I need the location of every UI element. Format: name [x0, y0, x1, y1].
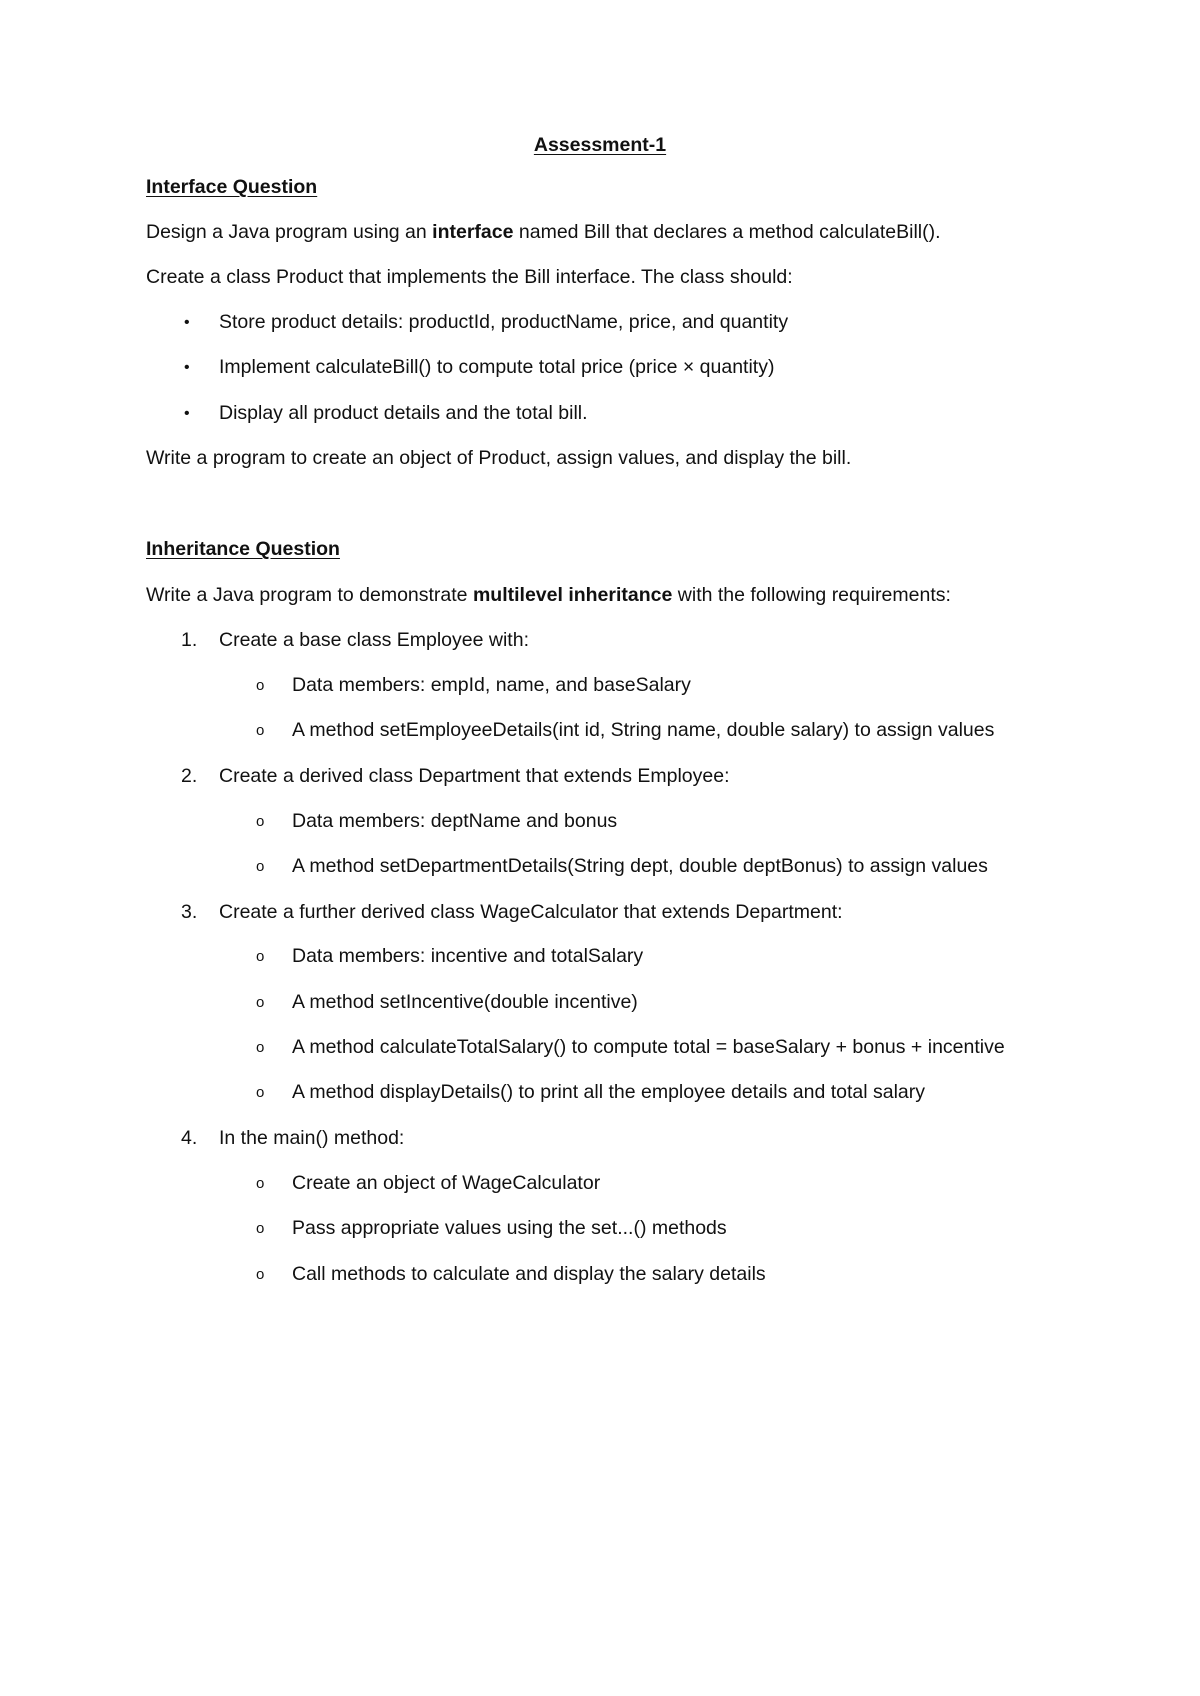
page-title: Assessment-1 — [533, 134, 667, 156]
sub-bullet-marker: o — [256, 813, 265, 830]
sub-bullet-marker: o — [256, 677, 265, 694]
interface-paragraph-2: Create a class Product that implements the Bill interface. The class should: — [146, 266, 793, 288]
list-number-4: 4. — [181, 1127, 198, 1149]
list-item-1-sub-2: A method setEmployeeDetails(int id, String name, double salary) to assign values — [292, 719, 995, 741]
bullet-marker: • — [184, 405, 190, 422]
sub-bullet-marker: o — [256, 1266, 265, 1283]
sub-bullet-marker: o — [256, 1220, 265, 1237]
list-item-3-sub-1: Data members: incentive and totalSalary — [292, 945, 644, 967]
list-item-2: Create a derived class Department that extends Employee: — [219, 765, 730, 787]
interface-p1-bold: interface — [432, 221, 514, 243]
interface-heading: Interface Question — [146, 176, 318, 198]
interface-bullet-1: Store product details: productId, productName, price, and quantity — [219, 311, 789, 333]
sub-bullet-marker: o — [256, 858, 265, 875]
inheritance-intro-before: Write a Java program to demonstrate — [146, 584, 473, 606]
interface-paragraph-3: Write a program to create an object of Product, assign values, and display the bill. — [146, 447, 852, 469]
interface-p1-after: named Bill that declares a method calculateBill(). — [513, 221, 941, 243]
sub-bullet-marker: o — [256, 1175, 265, 1192]
sub-bullet-marker: o — [256, 994, 265, 1011]
inheritance-heading: Inheritance Question — [146, 538, 340, 560]
interface-bullet-2: Implement calculateBill() to compute total price (price × quantity) — [219, 356, 775, 378]
bullet-marker: • — [184, 359, 190, 376]
list-number-2: 2. — [181, 765, 198, 787]
list-item-1-sub-1: Data members: empId, name, and baseSalary — [292, 674, 691, 696]
list-item-4-sub-3: Call methods to calculate and display the salary details — [292, 1263, 766, 1285]
list-item-4: In the main() method: — [219, 1127, 405, 1149]
sub-bullet-marker: o — [256, 1084, 265, 1101]
list-number-1: 1. — [181, 629, 198, 651]
interface-p1-before: Design a Java program using an — [146, 221, 433, 243]
sub-bullet-marker: o — [256, 722, 265, 739]
inheritance-intro — [146, 584, 951, 607]
list-item-3-sub-4: A method displayDetails() to print all the employee details and total salary — [292, 1081, 925, 1103]
bullet-marker: • — [184, 314, 190, 331]
list-number-3: 3. — [181, 901, 198, 923]
list-item-4-sub-2: Pass appropriate values using the set...() methods — [292, 1217, 727, 1239]
inheritance-intro-after: with the following requirements: — [672, 584, 951, 606]
list-item-1: Create a base class Employee with: — [219, 629, 529, 651]
inheritance-intro-bold: multilevel inheritance — [472, 584, 673, 606]
list-item-3: Create a further derived class WageCalculator that extends Department: — [219, 901, 843, 923]
list-item-4-sub-1: Create an object of WageCalculator — [292, 1172, 601, 1194]
list-item-3-sub-2: A method setIncentive(double incentive) — [292, 991, 638, 1013]
list-item-3-sub-3: A method calculateTotalSalary() to compute total = baseSalary + bonus + incentive — [292, 1036, 1005, 1058]
interface-bullet-3: Display all product details and the total bill. — [219, 402, 588, 424]
interface-paragraph-1 — [146, 221, 941, 244]
sub-bullet-marker: o — [256, 948, 265, 965]
sub-bullet-marker: o — [256, 1039, 265, 1056]
list-item-2-sub-1: Data members: deptName and bonus — [292, 810, 618, 832]
list-item-2-sub-2: A method setDepartmentDetails(String dept, double deptBonus) to assign values — [292, 855, 988, 877]
